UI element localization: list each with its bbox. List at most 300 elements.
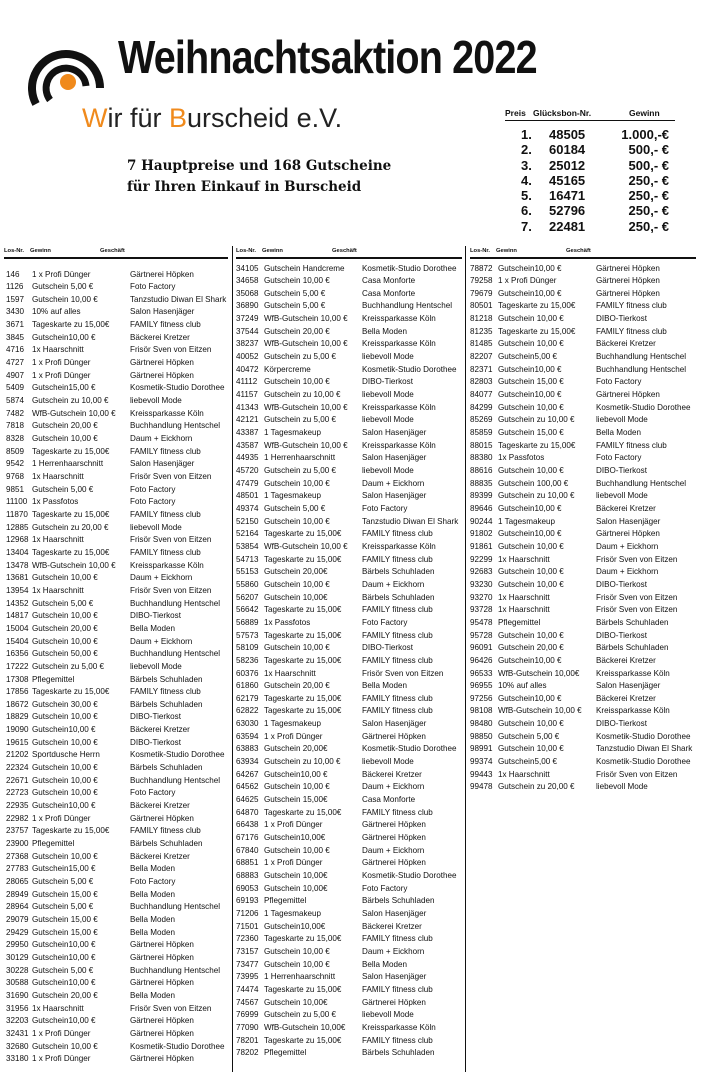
lot-number: 22723 <box>6 788 29 798</box>
list-item <box>236 427 462 440</box>
lot-number: 15004 <box>6 623 29 633</box>
shop-name: Buchhandlung Hentschel <box>130 421 220 431</box>
lot-number: 54713 <box>236 554 259 564</box>
main-prizes-table <box>505 108 675 234</box>
list-item <box>236 731 462 744</box>
shop-name: Daum + Eickhorn <box>362 478 425 488</box>
prize-amount: 250,- € <box>628 188 669 204</box>
prize-bon-number: 22481 <box>549 218 586 234</box>
prize-row <box>505 219 675 234</box>
prize-name: Tageskarte zu 15,00€ <box>264 605 342 615</box>
lot-number: 79258 <box>470 276 493 286</box>
list-item <box>236 465 462 478</box>
lot-number: 84299 <box>470 402 493 412</box>
shop-name: Kosmetik-Studio Dorothee <box>362 364 457 374</box>
lot-number: 27783 <box>6 864 29 874</box>
prize-name: 1 x Profi Dünger <box>32 1054 91 1064</box>
prize-name: 1x Haarschnitt <box>498 605 550 615</box>
prize-name: Gutschein 5,00 € <box>32 282 94 292</box>
prize-name: 1 x Profi Dünger <box>32 269 91 279</box>
prize-name: Sportdusche Herrn <box>32 750 100 760</box>
shop-name: Frisör Sven von Eitzen <box>596 554 678 564</box>
lot-number: 82371 <box>470 364 493 374</box>
entries-list <box>470 263 696 795</box>
prize-name: Gutschein 20,00€ <box>264 744 328 754</box>
list-item <box>236 655 462 668</box>
list-item <box>236 883 462 896</box>
prize-name: Gutschein10,00 € <box>32 801 96 811</box>
lot-number: 92299 <box>470 554 493 564</box>
prize-name: Gutschein 15,00 € <box>498 428 564 438</box>
lot-number: 30588 <box>6 978 29 988</box>
lot-number: 3845 <box>6 332 25 342</box>
prize-name: WfB-Gutschein 10,00 € <box>498 706 582 716</box>
list-item <box>236 579 462 592</box>
entries-list <box>236 263 462 1060</box>
lot-number: 71501 <box>236 921 259 931</box>
lot-number: 67176 <box>236 833 259 843</box>
lot-number: 4716 <box>6 345 25 355</box>
prize-bon-number: 16471 <box>549 188 586 204</box>
lot-number: 34658 <box>236 276 259 286</box>
prize-name: Gutschein10,00 € <box>498 263 562 273</box>
shop-name: Salon Hasenjäger <box>362 719 427 729</box>
shop-name: Foto Factory <box>130 877 176 886</box>
list-item <box>4 965 228 978</box>
prize-name: Gutschein10,00 € <box>498 655 562 665</box>
shop-name: Kreissparkasse Köln <box>596 706 670 716</box>
prize-name: 1x Passfotos <box>264 617 311 627</box>
list-item <box>470 478 696 491</box>
prize-name: Tageskarte zu 15,00€ <box>32 826 110 836</box>
lot-number: 63594 <box>236 731 259 741</box>
lot-number: 1126 <box>6 282 24 292</box>
list-item <box>236 693 462 706</box>
shop-name: liebevoll Mode <box>130 522 182 532</box>
lot-number: 15404 <box>6 636 29 646</box>
shop-name: Kreissparkasse Köln <box>362 314 436 324</box>
list-item <box>4 724 228 737</box>
header-shop: Geschäft <box>332 248 357 254</box>
list-item <box>236 857 462 870</box>
shop-name: Kosmetik-Studio Dorothee <box>362 871 457 880</box>
list-item <box>4 534 228 547</box>
list-item <box>4 711 228 724</box>
shop-name: Gärtnerei Höpken <box>130 952 194 962</box>
lot-number: 82207 <box>470 352 493 362</box>
prize-name: Gutschein zu 5,00 € <box>264 415 336 425</box>
list-item <box>236 490 462 503</box>
shop-name: Bärbels Schuhladen <box>596 617 669 627</box>
prize-name: WfB-Gutschein 10,00€ <box>498 668 580 678</box>
lot-number: 27368 <box>6 851 29 861</box>
lot-number: 29429 <box>6 927 29 937</box>
list-item <box>470 756 696 769</box>
prize-rank: 3. <box>521 157 532 173</box>
lot-number: 23757 <box>6 826 29 836</box>
list-item <box>4 319 228 332</box>
lot-number: 72360 <box>236 934 259 944</box>
prize-name: Tageskarte zu 15,00€ <box>264 706 342 716</box>
lot-number: 80501 <box>470 301 493 311</box>
shop-name: Daum + Eickhorn <box>362 579 425 589</box>
lot-number: 28065 <box>6 877 29 886</box>
prize-name: Gutschein10,00 € <box>32 978 96 988</box>
prize-name: Gutschein 100,00 € <box>498 478 569 488</box>
prize-name: Gutschein 10,00 € <box>264 516 330 526</box>
shop-name: Kosmetik-Studio Dorothee <box>130 750 225 760</box>
lot-number: 4727 <box>6 358 25 368</box>
prize-name: Tageskarte zu 15,00€ <box>264 655 342 665</box>
prize-row <box>505 142 675 157</box>
list-item <box>4 914 228 927</box>
list-item <box>236 389 462 402</box>
list-item <box>236 478 462 491</box>
prize-name: Gutschein 10,00 € <box>264 579 330 589</box>
prize-name: 10% auf alles <box>32 307 81 317</box>
list-item <box>236 959 462 972</box>
lot-number: 28964 <box>6 902 29 912</box>
lot-number: 73995 <box>236 972 259 982</box>
prize-name: Pflegemittel <box>32 839 75 849</box>
prize-name: Gutschein10,00 € <box>498 364 562 374</box>
prize-name: Gutschein zu 5,00 € <box>264 466 336 475</box>
prize-name: Gutschein 10,00 € <box>498 630 564 640</box>
list-item <box>236 642 462 655</box>
lot-number: 32431 <box>6 1028 29 1038</box>
prize-name: Gutschein 20,00 € <box>32 421 98 431</box>
prize-name: Gutschein10,00 € <box>498 503 562 513</box>
prize-name: Gutschein 15,00 € <box>32 914 98 924</box>
list-item <box>4 471 228 484</box>
list-item <box>4 357 228 370</box>
lot-number: 32680 <box>6 1041 29 1051</box>
shop-name: FAMILY fitness club <box>362 934 433 944</box>
shop-name: Bella Moden <box>130 927 175 937</box>
list-item <box>470 389 696 402</box>
list-item <box>470 705 696 718</box>
list-item <box>470 364 696 377</box>
prize-name: Gutschein10,00 € <box>498 390 562 400</box>
list-item <box>470 769 696 782</box>
list-item <box>236 794 462 807</box>
lot-number: 79679 <box>470 288 493 298</box>
list-item <box>4 749 228 762</box>
prize-name: 1x Haarschnitt <box>32 585 84 595</box>
list-item <box>236 756 462 769</box>
shop-name: Bäckerei Kretzer <box>596 655 656 665</box>
prizes-col-bon: Glücksbon-Nr. <box>533 108 592 118</box>
shop-name: Bäckerei Kretzer <box>362 769 422 779</box>
lot-number: 96091 <box>470 643 493 653</box>
shop-name: Salon Hasenjäger <box>596 516 661 526</box>
lot-number: 98480 <box>470 719 493 729</box>
prize-amount: 250,- € <box>628 218 669 234</box>
shop-name: Gärtnerei Höpken <box>130 813 194 823</box>
shop-name: Kosmetik-Studio Dorothee <box>362 263 457 273</box>
lot-number: 99374 <box>470 757 493 767</box>
list-item <box>236 604 462 617</box>
prize-name: Gutschein 10,00 € <box>32 434 98 444</box>
shop-name: Foto Factory <box>130 497 176 507</box>
list-item <box>470 300 696 313</box>
prize-name: Gutschein 10,00 € <box>32 851 98 861</box>
winner-column-3 <box>470 246 696 794</box>
prize-name: 1x Haarschnitt <box>498 769 550 779</box>
org-text-part1: ir für <box>107 103 169 133</box>
shop-name: Bella Moden <box>130 914 175 924</box>
prize-name: Pflegemittel <box>498 617 541 627</box>
shop-name: DIBO-Tierkost <box>362 377 413 387</box>
lot-number: 52150 <box>236 516 259 526</box>
list-item <box>470 592 696 605</box>
prize-name: 1 x Profi Dünger <box>32 358 91 368</box>
shop-name: Salon Hasenjäger <box>362 453 427 463</box>
shop-name: Frisör Sven von Eitzen <box>596 769 678 779</box>
prize-name: Gutschein10,00 € <box>498 288 562 298</box>
prize-name: 1 x Profi Dünger <box>32 1028 91 1038</box>
prize-name: Gutschein 10,00 € <box>264 643 330 653</box>
list-item <box>236 1009 462 1022</box>
lot-number: 41112 <box>236 377 258 387</box>
prize-name: Gutschein Handcreme <box>264 263 345 273</box>
lot-number: 13404 <box>6 547 29 557</box>
shop-name: Bärbels Schuhladen <box>596 643 669 653</box>
lot-number: 45720 <box>236 466 259 475</box>
prize-name: 1x Haarschnitt <box>32 535 84 545</box>
list-item <box>236 376 462 389</box>
list-item <box>236 402 462 415</box>
org-letter-b: B <box>169 103 188 133</box>
prize-name: Gutschein 10,00 € <box>32 636 98 646</box>
prize-name: Gutschein 10,00 € <box>498 339 564 349</box>
header-rule <box>470 257 696 259</box>
organization-name <box>82 103 342 134</box>
prize-name: Gutschein5,00 € <box>498 352 557 362</box>
prize-name: Gutschein zu 5,00 € <box>264 352 336 362</box>
lot-number: 62179 <box>236 693 259 703</box>
prize-bon-number: 25012 <box>549 157 586 173</box>
list-item <box>236 338 462 351</box>
shop-name: Daum + Eickhorn <box>130 636 193 646</box>
shop-name: Bärbels Schuhladen <box>130 839 203 849</box>
lot-number: 3671 <box>6 320 25 330</box>
lot-number: 42121 <box>236 415 259 425</box>
lot-number: 5874 <box>6 396 25 406</box>
lot-number: 14817 <box>6 611 29 621</box>
list-item <box>236 566 462 579</box>
list-item <box>4 446 228 459</box>
lot-number: 13954 <box>6 585 29 595</box>
prize-name: Gutschein 5,00 € <box>264 301 326 311</box>
list-item <box>4 636 228 649</box>
list-item <box>470 566 696 579</box>
prize-name: Gutschein15,00 € <box>32 383 96 393</box>
prize-row <box>505 127 675 142</box>
list-item <box>236 1035 462 1048</box>
lot-number: 16356 <box>6 649 29 659</box>
list-item <box>236 288 462 301</box>
lot-number: 63883 <box>236 744 259 754</box>
lot-number: 88835 <box>470 478 493 488</box>
lot-number: 93230 <box>470 579 493 589</box>
list-item <box>4 699 228 712</box>
list-item <box>236 1022 462 1035</box>
list-item <box>470 781 696 794</box>
list-item <box>4 382 228 395</box>
shop-name: Salon Hasenjäger <box>362 491 427 501</box>
list-item <box>236 705 462 718</box>
shop-name: Daum + Eickhorn <box>362 782 425 792</box>
prize-name: Pflegemittel <box>264 896 307 906</box>
lot-number: 98991 <box>470 744 493 754</box>
lot-number: 5409 <box>6 383 25 393</box>
prize-name: 1 x Profi Dünger <box>264 731 323 741</box>
prize-name: Gutschein10,00€ <box>264 921 326 931</box>
lot-number: 82803 <box>470 377 493 387</box>
list-item <box>470 528 696 541</box>
list-item <box>236 743 462 756</box>
shop-name: liebevoll Mode <box>596 782 648 792</box>
lot-number: 19090 <box>6 725 29 735</box>
lot-number: 31956 <box>6 1003 29 1013</box>
list-item <box>236 528 462 541</box>
lot-number: 99443 <box>470 769 493 779</box>
list-item <box>4 813 228 826</box>
prize-name: Tageskarte zu 15,00€ <box>32 446 110 456</box>
shop-name: Tanzstudio Diwan El Shark <box>596 744 693 754</box>
prize-name: Tageskarte zu 15,00€ <box>498 440 576 450</box>
list-item <box>236 668 462 681</box>
shop-name: DIBO-Tierkost <box>362 643 413 653</box>
shop-name: DIBO-Tierkost <box>130 712 181 722</box>
prize-name: Gutschein zu 10,00 € <box>264 757 341 767</box>
lot-number: 58236 <box>236 655 259 665</box>
prize-row <box>505 203 675 218</box>
prize-name: Gutschein 10,00€ <box>264 997 328 1007</box>
shop-name: Gärtnerei Höpken <box>130 1054 194 1064</box>
subtitle-line1: 7 Hauptpreise und 168 Gutscheine <box>127 158 392 174</box>
lot-number: 7818 <box>6 421 25 431</box>
shop-name: FAMILY fitness club <box>130 446 201 456</box>
lot-number: 66438 <box>236 820 259 830</box>
prize-name: Gutschein zu 5,00 € <box>32 661 104 671</box>
lot-number: 19615 <box>6 737 29 747</box>
column-divider <box>232 246 233 1072</box>
shop-name: FAMILY fitness club <box>362 693 433 703</box>
prize-name: 1 x Profi Dünger <box>264 820 323 830</box>
lot-number: 40472 <box>236 364 259 374</box>
lot-number: 29079 <box>6 914 29 924</box>
list-item <box>4 623 228 636</box>
list-item <box>236 300 462 313</box>
shop-name: Gärtnerei Höpken <box>130 358 194 368</box>
lot-number: 56889 <box>236 617 259 627</box>
prize-name: Gutschein 10,00 € <box>264 276 330 286</box>
prize-bon-number: 48505 <box>549 127 586 142</box>
shop-name: Kreissparkasse Köln <box>362 1022 436 1032</box>
list-item <box>236 452 462 465</box>
shop-name: liebevoll Mode <box>596 491 648 501</box>
prize-name: Gutschein5,00 € <box>498 757 557 767</box>
lot-number: 41343 <box>236 402 259 412</box>
list-item <box>4 610 228 623</box>
list-item <box>4 370 228 383</box>
shop-name: Kosmetik-Studio Dorothee <box>362 744 457 754</box>
shop-name: Foto Factory <box>130 788 176 798</box>
shop-name: FAMILY fitness club <box>130 320 201 330</box>
list-item <box>4 775 228 788</box>
prize-name: Gutschein zu 5,00 € <box>264 1010 336 1020</box>
prize-name: WfB-Gutschein 10,00 € <box>264 314 348 324</box>
list-item <box>4 1041 228 1054</box>
shop-name: Gärtnerei Höpken <box>130 269 194 279</box>
shop-name: Kreissparkasse Köln <box>362 339 436 349</box>
lot-number: 73477 <box>236 959 259 969</box>
prize-name: Gutschein 10,00 € <box>32 573 98 583</box>
prize-name: Gutschein 10,00 € <box>32 611 98 621</box>
shop-name: liebevoll Mode <box>362 1010 414 1020</box>
list-item <box>470 655 696 668</box>
prize-name: WfB-Gutschein 10,00 € <box>264 440 348 450</box>
lot-number: 67840 <box>236 845 259 855</box>
shop-name: Bärbels Schuhladen <box>362 592 435 602</box>
list-item <box>4 547 228 560</box>
lot-number: 33180 <box>6 1054 29 1064</box>
prize-name: Gutschein10,00 € <box>32 952 96 962</box>
lot-number: 22982 <box>6 813 29 823</box>
list-item <box>470 642 696 655</box>
prize-name: Gutschein 15,00 € <box>32 889 98 899</box>
prize-name: Gutschein 10,00 € <box>498 744 564 754</box>
winner-lists <box>0 246 703 1076</box>
lot-number: 17222 <box>6 661 29 671</box>
prize-name: Gutschein 5,00 € <box>32 484 94 494</box>
lot-number: 85269 <box>470 415 493 425</box>
lot-number: 95728 <box>470 630 493 640</box>
prize-name: Gutschein zu 20,00 € <box>32 522 109 532</box>
list-item <box>236 946 462 959</box>
list-item <box>236 933 462 946</box>
lot-number: 18672 <box>6 699 29 709</box>
prize-name: Gutschein10,00 € <box>32 940 96 950</box>
column-header <box>236 246 462 256</box>
header-rule <box>236 257 462 259</box>
prize-row <box>505 158 675 173</box>
lot-number: 22324 <box>6 763 29 773</box>
shop-name: FAMILY fitness club <box>362 605 433 615</box>
column-header <box>4 246 228 256</box>
list-item <box>4 927 228 940</box>
prize-name: 1 x Profi Dünger <box>32 813 91 823</box>
shop-name: Gärtnerei Höpken <box>362 731 426 741</box>
list-item <box>4 484 228 497</box>
lot-number: 64870 <box>236 807 259 817</box>
lot-number: 88380 <box>470 453 493 463</box>
lot-number: 3430 <box>6 307 25 317</box>
lot-number: 96533 <box>470 668 493 678</box>
winner-column-1 <box>4 246 228 1066</box>
list-item <box>4 851 228 864</box>
list-item <box>470 554 696 567</box>
list-item <box>4 977 228 990</box>
prize-name: Gutschein 5,00 € <box>264 288 326 298</box>
prize-name: WfB-Gutschein 10,00 € <box>264 402 348 412</box>
prize-name: Gutschein10,00 € <box>264 769 328 779</box>
prize-name: Gutschein10,00 € <box>498 693 562 703</box>
lot-number: 81485 <box>470 339 493 349</box>
lot-number: 56207 <box>236 592 259 602</box>
